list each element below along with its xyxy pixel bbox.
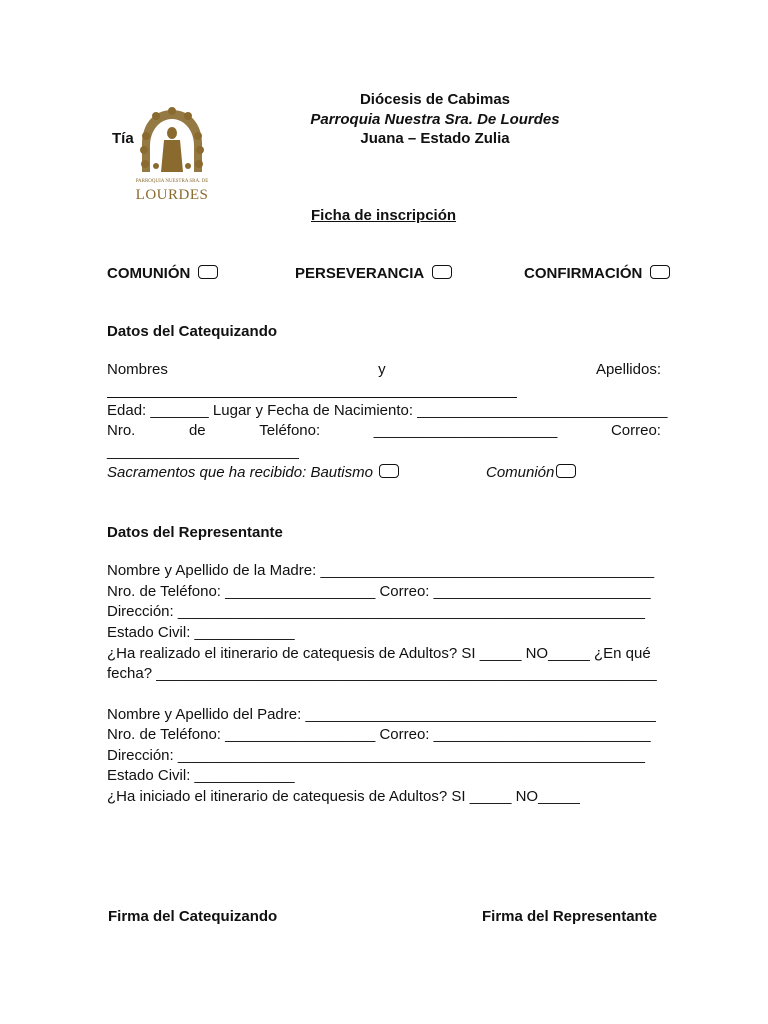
program-perseverancia-label: PERSEVERANCIA xyxy=(295,265,425,282)
comunion-checkbox[interactable] xyxy=(198,265,218,279)
madre-nombre-field[interactable]: Nombre y Apellido de la Madre: ________________________________________ xyxy=(107,562,655,579)
logo-small-text: PARROQUIA NUESTRA SRA. DE xyxy=(135,179,209,184)
sacramentos-row xyxy=(107,463,399,483)
comunion-sacramento xyxy=(486,463,576,483)
logo-big-text: LOURDES xyxy=(135,187,209,203)
madre-direccion-field[interactable]: Dirección: ________________________________________________________ xyxy=(107,603,646,620)
representante-heading: Datos del Representante xyxy=(107,524,283,541)
de-label: de xyxy=(188,422,206,439)
padre-estado-civil-field[interactable]: Estado Civil: ____________ xyxy=(107,767,295,784)
parish-location: Juana – Estado Zulia xyxy=(360,130,510,147)
correo-field[interactable]: _______________________ xyxy=(107,443,299,460)
program-comunion xyxy=(107,264,218,284)
comunion-sacramento-checkbox[interactable] xyxy=(556,464,576,478)
program-perseverancia xyxy=(295,264,452,284)
nro-label: Nro. xyxy=(107,422,136,439)
edad-row[interactable]: Edad: _______ Lugar y Fecha de Nacimiento: ______________________________ xyxy=(107,402,668,419)
parish-name: Parroquia Nuestra Sra. De Lourdes xyxy=(310,111,560,128)
telefono-label: Teléfono: xyxy=(259,422,321,439)
left-label: Tía xyxy=(112,130,134,147)
catequizando-heading: Datos del Catequizando xyxy=(107,323,278,340)
form-title: Ficha de inscripción xyxy=(311,207,457,224)
program-confirmacion-label: CONFIRMACIÓN xyxy=(524,265,643,282)
apellidos-label: Apellidos: xyxy=(595,361,661,378)
program-confirmacion xyxy=(524,264,670,284)
madre-itinerario-question[interactable]: ¿Ha realizado el itinerario de catequesis de Adultos? SI _____ NO_____ ¿En qué xyxy=(107,645,651,662)
sacramentos-label: Sacramentos que ha recibido: Bautismo xyxy=(107,464,373,481)
correo-label: Correo: xyxy=(610,422,661,439)
padre-direccion-field[interactable]: Dirección: ________________________________________________________ xyxy=(107,747,646,764)
padre-telefono-field[interactable]: Nro. de Teléfono: __________________ Correo: __________________________ xyxy=(107,726,651,743)
perseverancia-checkbox[interactable] xyxy=(432,265,452,279)
program-comunion-label: COMUNIÓN xyxy=(107,265,191,282)
comunion-sacramento-label: Comunión xyxy=(486,464,555,481)
telefono-field[interactable]: ______________________ xyxy=(373,422,558,439)
confirmacion-checkbox[interactable] xyxy=(650,265,670,279)
nombres-row xyxy=(107,360,661,380)
diocese-name: Diócesis de Cabimas xyxy=(359,91,511,108)
nombres-label: Nombres xyxy=(107,361,168,378)
firma-representante: Firma del Representante xyxy=(482,908,658,925)
padre-nombre-field[interactable]: Nombre y Apellido del Padre: __________________________________________ xyxy=(107,706,656,723)
bautismo-checkbox[interactable] xyxy=(379,464,399,478)
telefono-row xyxy=(107,421,661,441)
padre-itinerario-question[interactable]: ¿Ha iniciado el itinerario de catequesis de Adultos? SI _____ NO_____ xyxy=(107,788,580,805)
nombres-line[interactable] xyxy=(107,397,517,398)
madre-fecha-field[interactable]: fecha? ____________________________________________________________ xyxy=(107,665,657,682)
firma-catequizando: Firma del Catequizando xyxy=(108,908,278,925)
y-label: y xyxy=(378,361,386,378)
madre-estado-civil-field[interactable]: Estado Civil: ____________ xyxy=(107,624,295,641)
madre-telefono-field[interactable]: Nro. de Teléfono: __________________ Correo: __________________________ xyxy=(107,583,651,600)
